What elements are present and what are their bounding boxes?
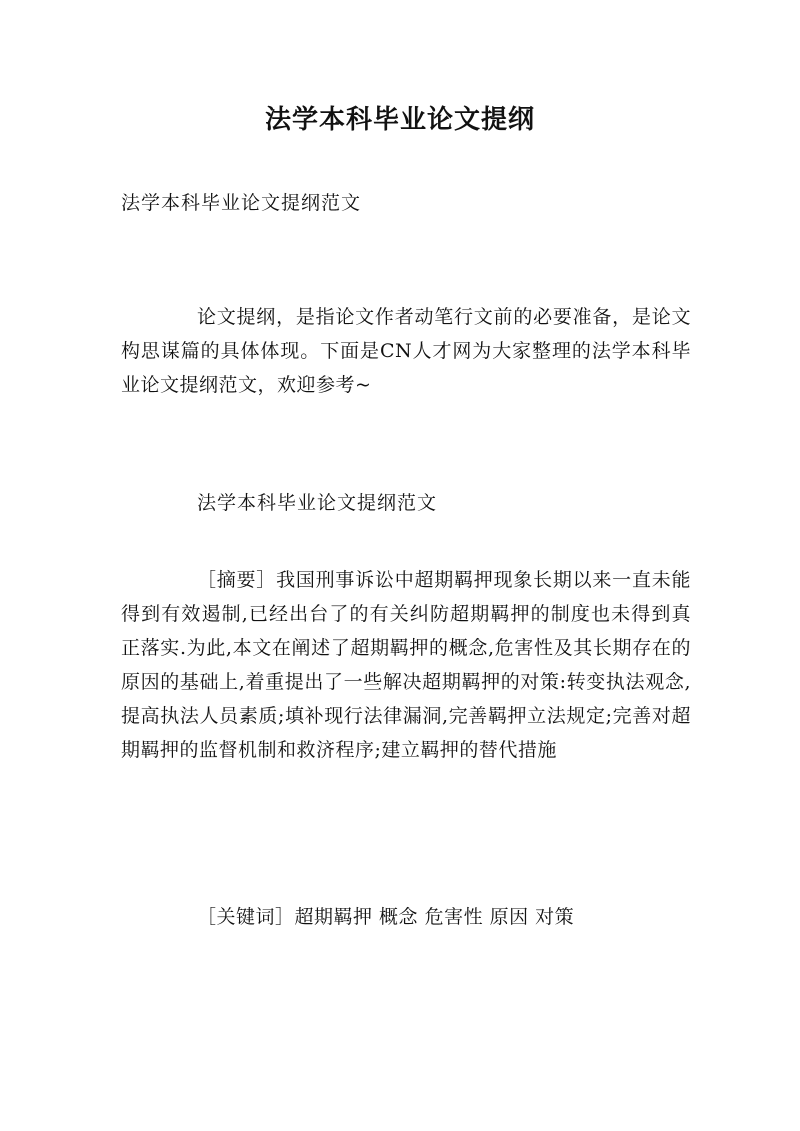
abstract-paragraph: ［摘要］我国刑事诉讼中超期羁押现象长期以来一直未能得到有效遏制,已经出台了的有关纠防超期羁押的制度也未得到真正落实.为此,本文在阐述了超期羁押的概念,危害性及其长期存在的原因的基础上,着重提出了一些解决超期羁押的对策:转变执法观念,提高执法人员素质;填补现行法律漏洞,完善羁押立法规定;完善对超期羁押的监督机制和救济程序;建立羁押的替代措施 bbox=[121, 569, 691, 761]
keywords-line: ［关键词］超期羁押 概念 危害性 原因 对策 bbox=[197, 906, 575, 928]
intro-paragraph: 论文提纲，是指论文作者动笔行文前的必要准备，是论文构思谋篇的具体体现。下面是CN人才网为大家整理的法学本科毕业论文提纲范文，欢迎参考~ bbox=[121, 306, 691, 396]
document-title: 法学本科毕业论文提纲 bbox=[264, 105, 535, 135]
section-heading: 法学本科毕业论文提纲范文 bbox=[197, 492, 438, 514]
document-subtitle: 法学本科毕业论文提纲范文 bbox=[121, 192, 362, 214]
